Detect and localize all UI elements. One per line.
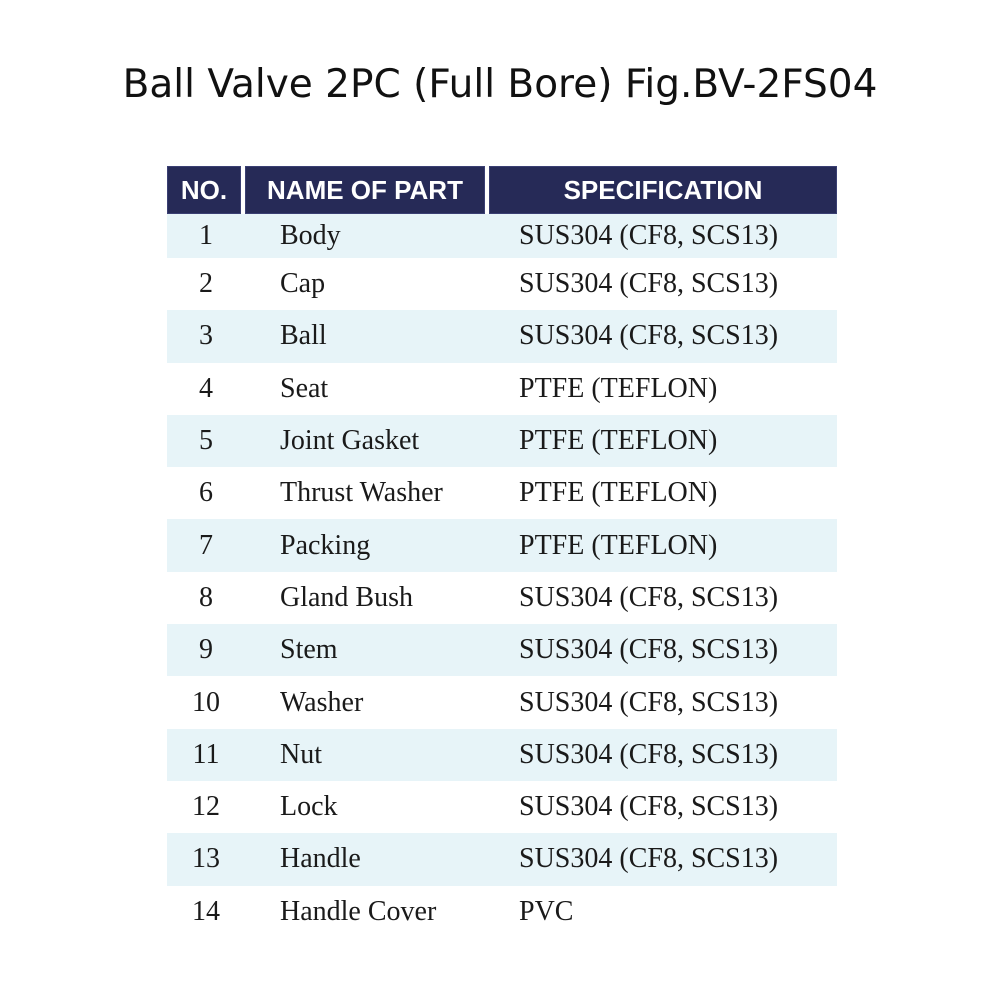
part-number: 6 — [199, 477, 213, 509]
part-name: Handle — [280, 843, 361, 875]
part-name: Cap — [280, 268, 326, 300]
part-name: Stem — [280, 634, 338, 666]
part-specification: SUS304 (CF8, SCS13) — [519, 320, 779, 352]
page-title: Ball Valve 2PC (Full Bore) Fig.BV-2FS04 — [122, 62, 878, 107]
table-row — [167, 363, 837, 415]
part-number: 10 — [192, 686, 220, 718]
table-row — [167, 214, 837, 258]
table-row — [167, 310, 837, 362]
table-row — [167, 729, 837, 781]
part-specification: PVC — [519, 895, 574, 927]
table-body — [167, 214, 837, 938]
part-specification: SUS304 (CF8, SCS13) — [519, 686, 779, 718]
part-specification: SUS304 (CF8, SCS13) — [519, 843, 779, 875]
part-number: 3 — [199, 320, 213, 352]
part-name: Washer — [280, 686, 364, 718]
part-specification: PTFE (TEFLON) — [519, 477, 718, 509]
part-name: Lock — [280, 791, 338, 823]
part-specification: SUS304 (CF8, SCS13) — [519, 738, 779, 770]
part-specification: PTFE (TEFLON) — [519, 425, 718, 457]
part-specification: SUS304 (CF8, SCS13) — [519, 581, 779, 613]
part-name: Thrust Washer — [280, 477, 443, 509]
part-specification: SUS304 (CF8, SCS13) — [519, 634, 779, 666]
part-number: 2 — [199, 268, 213, 300]
part-name: Joint Gasket — [280, 425, 420, 457]
part-number: 5 — [199, 425, 213, 457]
part-name: Seat — [280, 372, 329, 404]
header-no: NO. — [167, 166, 241, 214]
part-specification: PTFE (TEFLON) — [519, 529, 718, 561]
part-specification: SUS304 (CF8, SCS13) — [519, 791, 779, 823]
part-number: 7 — [199, 529, 213, 561]
part-name: Body — [280, 220, 341, 251]
table-row — [167, 519, 837, 571]
header-specification: SPECIFICATION — [489, 166, 837, 214]
part-specification: SUS304 (CF8, SCS13) — [519, 268, 779, 300]
table-row — [167, 467, 837, 519]
part-number: 11 — [192, 738, 220, 770]
part-number: 14 — [192, 895, 220, 927]
table-header — [167, 166, 837, 214]
part-name: Nut — [280, 738, 322, 770]
part-specification: PTFE (TEFLON) — [519, 372, 718, 404]
header-name-of-part: NAME OF PART — [245, 166, 485, 214]
part-name: Packing — [280, 529, 371, 561]
part-number: 4 — [199, 372, 213, 404]
table-row — [167, 833, 837, 885]
table-row — [167, 781, 837, 833]
table-row — [167, 572, 837, 624]
table-row — [167, 258, 837, 310]
table-row — [167, 886, 837, 938]
part-number: 8 — [199, 581, 213, 613]
table-row — [167, 415, 837, 467]
part-name: Handle Cover — [280, 895, 437, 927]
part-specification: SUS304 (CF8, SCS13) — [519, 220, 779, 251]
part-number: 12 — [192, 791, 220, 823]
table-row — [167, 676, 837, 728]
part-number: 9 — [199, 634, 213, 666]
table-row — [167, 624, 837, 676]
parts-table — [167, 166, 837, 938]
part-name: Gland Bush — [280, 581, 413, 613]
part-number: 13 — [192, 843, 220, 875]
part-number: 1 — [199, 220, 213, 251]
part-name: Ball — [280, 320, 327, 352]
